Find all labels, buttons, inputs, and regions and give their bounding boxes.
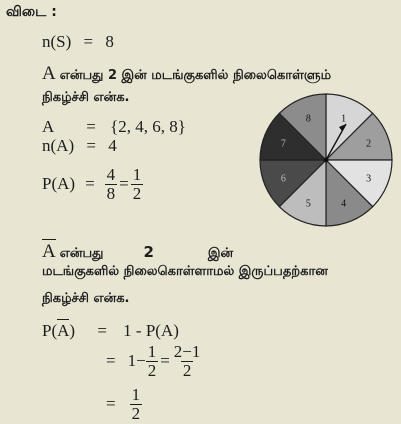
pc2-f2-den: 2 [182,360,192,380]
pc2-f1-num: 1 [147,342,157,361]
event-a-desc [42,63,331,85]
pc-line1 [42,321,179,341]
pc3-eq: = [106,394,116,414]
complement-w1: என்பது [59,246,104,261]
event-a-text: என்பது 2 இன் மடங்குகளில் நிலைகொள்ளும் [59,68,332,83]
pa-f2-num: 1 [132,165,142,184]
complement-desc-line3: நிகழ்ச்சி என்க. [42,291,130,306]
pa-eq1: = [85,174,95,194]
pa-fraction-4-8 [105,166,118,203]
ns-eq: = [83,32,94,51]
pc1-rhs: 1 - P(A) [123,321,179,340]
ns-lhs: n(S) [42,32,72,51]
pa-f1-num: 4 [106,165,116,184]
set-a-rhs: {2, 4, 6, 8} [110,117,186,136]
pc2-eq2: = [160,351,170,371]
ns-rhs: 8 [105,32,114,51]
spinner-label-4: 4 [341,198,347,210]
na-lhs: n(A) [42,136,75,155]
pa-line [42,166,143,203]
pa-eq2: = [119,174,129,194]
pc2-f1-den: 2 [147,360,157,380]
pc-line2 [106,343,202,380]
pc2-f2-num: 2−1 [173,342,201,361]
complement-desc [42,239,233,263]
pc2-fraction-1-2 [146,343,159,380]
na-rhs: 4 [108,136,117,155]
complement-letter: A [42,241,56,262]
pc1-a: A [57,321,70,340]
pc1-eq: = [97,321,107,340]
pc3-f-num: 1 [131,385,141,404]
spinner-diagram [256,90,396,230]
pc2-minus: − [136,351,146,371]
pc2-eq: = [106,351,116,371]
event-a-letter: A [42,63,56,84]
pa-f1-den: 8 [106,183,116,203]
answer-heading: விடை : [6,4,57,20]
spinner-label-2: 2 [366,138,372,150]
set-a-eq: = [86,117,96,136]
pc1-p: P( [42,321,58,340]
spinner-hub [324,158,329,163]
event-a-desc-line2: நிகழ்ச்சி என்க. [42,90,130,105]
spinner-label-6: 6 [280,173,286,185]
complement-desc-line2: மடங்குகளில் நிலைகொள்ளாமல் இருப்பதற்கான [42,264,328,279]
spinner-label-7: 7 [280,138,286,150]
complement-w3: இன் [207,246,234,261]
pc3-fraction-1-2 [130,386,143,423]
na-eq: = [86,136,96,155]
pa-lhs: P(A) [42,174,76,194]
set-a-lhs: A [42,117,55,136]
spinner-label-8: 8 [305,113,311,125]
spinner-label-5: 5 [305,198,311,210]
pc-line3 [106,386,142,423]
ns-line [42,32,114,52]
set-a-line [42,117,186,137]
pc1-close: ) [69,321,76,340]
pc2-fraction-2m1-2 [172,343,203,380]
pa-f2-den: 2 [132,183,142,203]
spinner-label-1: 1 [341,113,347,125]
complement-w2: 2 [143,243,154,261]
na-line [42,136,117,156]
pa-fraction-1-2 [131,166,144,203]
pc2-one: 1 [127,351,137,371]
pc3-f-den: 2 [131,403,141,423]
spinner-label-3: 3 [366,173,372,185]
